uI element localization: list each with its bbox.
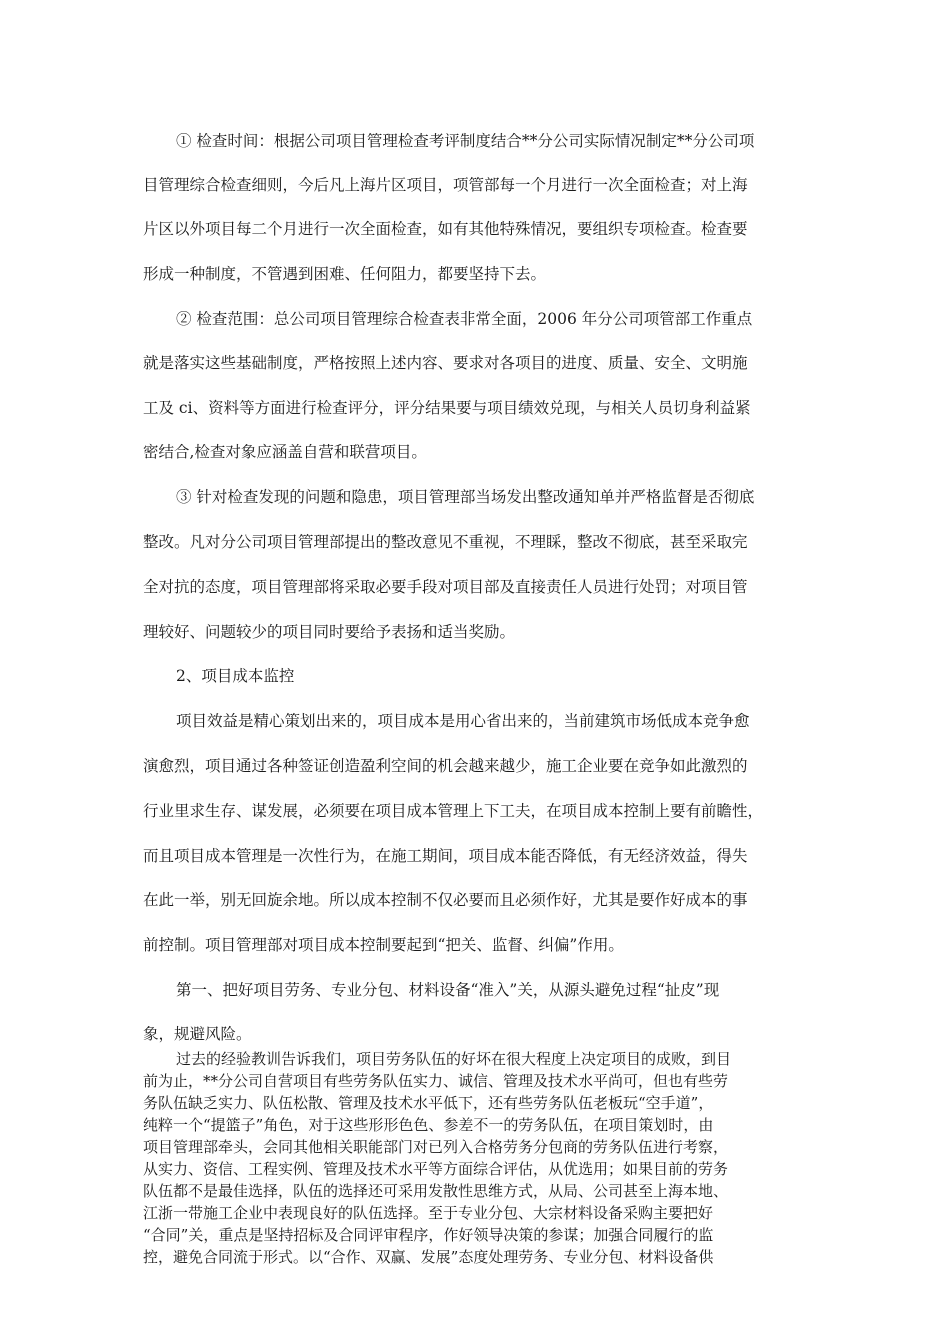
- text-line: 全对抗的态度，项目管理部将采取必要手段对项目部及直接责任人员进行处罚；对项目管: [143, 578, 748, 596]
- text-line: 片区以外项目每二个月进行一次全面检查，如有其他特殊情况，要组织专项检查。检查要: [143, 220, 748, 238]
- text-line: 第一、把好项目劳务、专业分包、材料设备“准入”关，从源头避免过程“扯皮”现: [176, 981, 720, 999]
- text-line: 行业里求生存、谋发展，必须要在项目成本管理上下工夫，在项目成本控制上要有前瞻性，: [143, 802, 764, 820]
- text-line: ② 检查范围：总公司项目管理综合检查表非常全面，2006 年分公司项管部工作重点: [176, 310, 753, 328]
- text-line: 象，规避风险。: [143, 1025, 252, 1043]
- text-line: 演愈烈，项目通过各种签证创造盈利空间的机会越来越少，施工企业要在竞争如此激烈的: [143, 757, 748, 775]
- text-line: 形成一种制度，不管遇到困难、任何阻力，都要坚持下去。: [143, 265, 547, 283]
- text-line: 控，避免合同流于形式。以“合作、双赢、发展”态度处理劳务、专业分包、材料设备供: [143, 1248, 714, 1266]
- text-line: 队伍都不是最佳选择，队伍的选择还可采用发散性思维方式，从局、公司甚至上海本地、: [143, 1182, 729, 1200]
- section-heading: 2、项目成本监控: [176, 667, 295, 685]
- text-line: 整改。凡对分公司项目管理部提出的整改意见不重视，不理睬，整改不彻底，甚至采取完: [143, 533, 748, 551]
- text-line: 工及 ci、资料等方面进行检查评分，评分结果要与项目绩效兑现，与相关人员切身利益紧: [143, 399, 751, 417]
- text-line: 密结合,检查对象应涵盖自营和联营项目。: [143, 443, 427, 461]
- text-line: ① 检查时间：根据公司项目管理检查考评制度结合**分公司实际情况制定**分公司项: [176, 132, 755, 150]
- text-line: 务队伍缺乏实力、队伍松散、管理及技术水平低下，还有些劳务队伍老板玩“空手道”，: [143, 1094, 714, 1112]
- text-line: 从实力、资信、工程实例、管理及技术水平等方面综合评估，从优选用；如果目前的劳务: [143, 1160, 729, 1178]
- text-line: ③ 针对检查发现的问题和隐患，项目管理部当场发出整改通知单并严格监督是否彻底: [176, 488, 755, 506]
- text-line: 理较好、问题较少的项目同时要给予表扬和适当奖励。: [143, 623, 516, 641]
- paragraph-labor-team-lessons: [143, 1048, 823, 1268]
- text-line: 在此一举，别无回旋余地。所以成本控制不仅必要而且必须作好，尤其是要作好成本的事: [143, 891, 748, 909]
- text-line: 就是落实这些基础制度，严格按照上述内容、要求对各项目的进度、质量、安全、文明施: [143, 354, 748, 372]
- text-line: 而且项目成本管理是一次性行为，在施工期间，项目成本能否降低，有无经济效益，得失: [143, 847, 748, 865]
- text-line: 过去的经验教训告诉我们，项目劳务队伍的好坏在很大程度上决定项目的成败，到目: [176, 1050, 732, 1068]
- text-line: 江浙一带施工企业中表现良好的队伍选择。至于专业分包、大宗材料设备采购主要把好: [143, 1204, 714, 1222]
- text-line: 前为止，**分公司自营项目有些劳务队伍实力、诚信、管理及技术水平尚可，但也有些劳: [143, 1072, 729, 1090]
- text-line: 目管理综合检查细则，今后凡上海片区项目，项管部每一个月进行一次全面检查；对上海: [143, 176, 748, 194]
- text-line: 项目效益是精心策划出来的，项目成本是用心省出来的，当前建筑市场低成本竞争愈: [176, 712, 750, 730]
- text-line: 纯粹一个“提篮子”角色，对于这些形形色色、参差不一的劳务队伍，在项目策划时，由: [143, 1116, 714, 1134]
- text-line: 前控制。项目管理部对项目成本控制要起到“把关、监督、纠偏”作用。: [143, 936, 624, 954]
- text-line: 项目管理部牵头，会同其他相关职能部门对已列入合格劳务分包商的劳务队伍进行考察，: [143, 1138, 729, 1156]
- text-line: “合同”关，重点是坚持招标及合同评审程序，作好领导决策的参谋；加强合同履行的监: [143, 1226, 714, 1244]
